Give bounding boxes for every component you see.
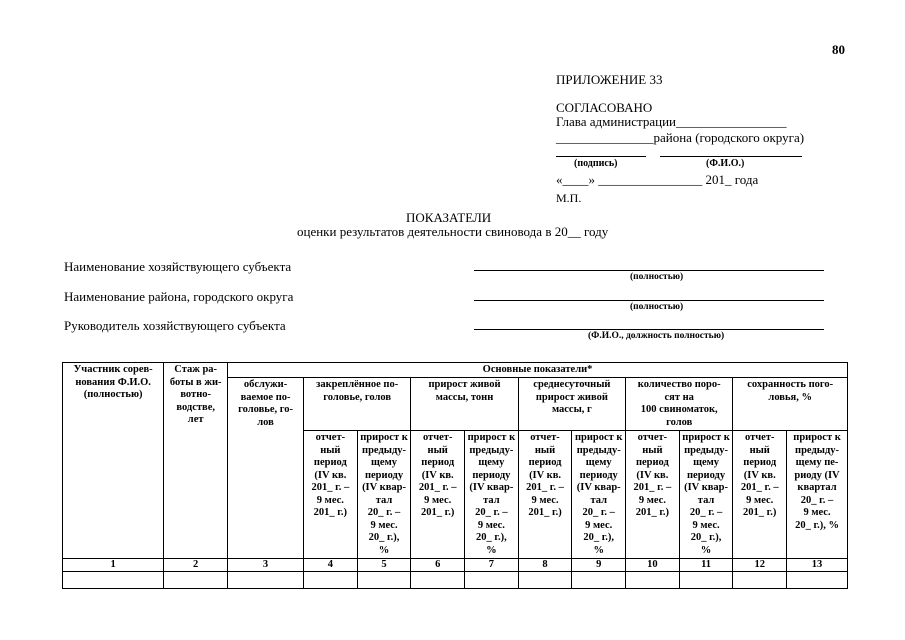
- field-hint: (полностью): [630, 272, 684, 282]
- empty-data-row: [63, 572, 848, 589]
- leaf-header-cell: отчет- ный период (IV кв. 201_ г. – 9 мес. 201_ г.): [304, 431, 358, 559]
- empty-cell[interactable]: [626, 572, 680, 589]
- field-hint: (полностью): [630, 302, 684, 312]
- leaf-header-cell: отчет- ный период (IV кв. 201_ г. – 9 мес. 201_ г.): [518, 431, 572, 559]
- approval-agreed: СОГЛАСОВАНО: [556, 100, 653, 115]
- field-hint: (Ф.И.О., должность полностью): [588, 331, 725, 341]
- empty-cell[interactable]: [228, 572, 304, 589]
- empty-cell[interactable]: [465, 572, 519, 589]
- page-number: 80: [832, 42, 845, 57]
- field-label: Руководитель хозяйствующего субъекта: [64, 318, 286, 333]
- leaf-header-cell: прирост к предыду- щему периоду (IV квар- тал 20_ г. – 9 мес. 20_ г.), %: [679, 431, 733, 559]
- empty-cell[interactable]: [518, 572, 572, 589]
- empty-cell[interactable]: [357, 572, 411, 589]
- name-label: (Ф.И.О.): [706, 158, 745, 169]
- column-number: 10: [626, 559, 680, 572]
- field-underline: [474, 270, 824, 271]
- column-number: 4: [304, 559, 358, 572]
- experience-header: Стаж ра- боты в жи- вотно- водстве, лет: [164, 363, 228, 559]
- empty-cell[interactable]: [787, 572, 848, 589]
- column-number: 12: [733, 559, 787, 572]
- approval-head-line: Глава администрации_________________: [556, 114, 787, 129]
- leaf-header-cell: отчет- ный период (IV кв. 201_ г. – 9 мес. 201_ г.): [626, 431, 680, 559]
- empty-cell[interactable]: [733, 572, 787, 589]
- empty-cell[interactable]: [572, 572, 626, 589]
- stamp-mark: М.П.: [556, 191, 582, 205]
- signature-label: (подпись): [574, 158, 618, 169]
- signature-underline: [556, 156, 646, 157]
- approval-district-line: _______________района (городского округа): [556, 130, 805, 145]
- doc-title: ПОКАЗАТЕЛИ: [406, 210, 492, 225]
- leaf-header-cell: прирост к предыду- щему пе- риоду (IV квартал 20_ г. – 9 мес. 20_ г.), %: [787, 431, 848, 559]
- subheader-cell: закреплённое по- головье, голов: [304, 378, 411, 431]
- participant-header: Участник сорев- нования Ф.И.О. (полностью): [63, 363, 164, 559]
- leaf-header-cell: прирост к предыду- щему периоду (IV квар- тал 20_ г. – 9 мес. 20_ г.), %: [357, 431, 411, 559]
- empty-cell[interactable]: [164, 572, 228, 589]
- column-number: 2: [164, 559, 228, 572]
- field-label: Наименование района, городского округа: [64, 289, 294, 304]
- empty-cell[interactable]: [63, 572, 164, 589]
- leaf-header-cell: прирост к предыду- щему периоду (IV квар- тал 20_ г. – 9 мес. 20_ г.), %: [465, 431, 519, 559]
- column-number: 9: [572, 559, 626, 572]
- column-number: 13: [787, 559, 848, 572]
- main-indicators-header: Основные показатели*: [228, 363, 848, 378]
- column-number: 1: [63, 559, 164, 572]
- column-numbers-row: [63, 559, 848, 572]
- subheader-cell: количество поро- сят на 100 свиноматок, голов: [626, 378, 733, 431]
- field-underline: [474, 300, 824, 301]
- indicators-table: [62, 362, 848, 589]
- column-number: 8: [518, 559, 572, 572]
- column-number: 7: [465, 559, 519, 572]
- field-underline: [474, 329, 824, 330]
- subheader-cell: прирост живой массы, тонн: [411, 378, 518, 431]
- column-number: 5: [357, 559, 411, 572]
- column-number: 6: [411, 559, 465, 572]
- doc-subtitle: оценки результатов деятельности свиновода в 20__ году: [297, 224, 609, 239]
- empty-cell[interactable]: [411, 572, 465, 589]
- empty-cell[interactable]: [304, 572, 358, 589]
- name-underline: [660, 156, 802, 157]
- field-label: Наименование хозяйствующего субъекта: [64, 259, 292, 274]
- header-row-1: [63, 363, 848, 378]
- leaf-header-cell: отчет- ный период (IV кв. 201_ г. – 9 мес. 201_ г.): [733, 431, 787, 559]
- column-number: 3: [228, 559, 304, 572]
- subheader-cell: среднесуточный прирост живой массы, г: [518, 378, 625, 431]
- subheader-cell: сохранность пого- ловья, %: [733, 378, 848, 431]
- served-livestock-header: обслужи- ваемое по- головье, го- лов: [228, 378, 304, 559]
- approval-date-line: «____» ________________ 201_ года: [556, 172, 759, 187]
- leaf-header-cell: отчет- ный период (IV кв. 201_ г. – 9 мес. 201_ г.): [411, 431, 465, 559]
- leaf-header-cell: прирост к предыду- щему периоду (IV квар- тал 20_ г. – 9 мес. 20_ г.), %: [572, 431, 626, 559]
- column-number: 11: [679, 559, 733, 572]
- empty-cell[interactable]: [679, 572, 733, 589]
- appendix-title: ПРИЛОЖЕНИЕ 33: [556, 72, 663, 87]
